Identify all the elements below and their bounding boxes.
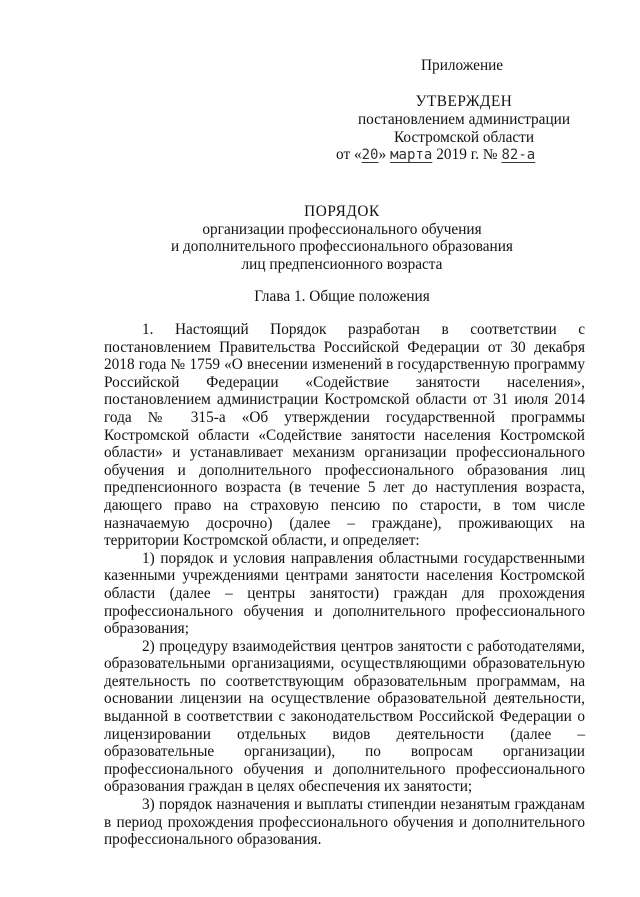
- approved-heading: УТВЕРЖДЕН: [415, 93, 513, 110]
- title-line-1: организации профессионального обучения: [202, 220, 482, 238]
- paragraph-1: 1. Настоящий Порядок разработан в соответствии с постановлением Правительства Российской Федерации от 30 декабря 2018 года № 1759 «О внесении изменений в государственную программу Российской Федерации «Содействие занятости населения», постановлением администрации Костромской области от 31 июля 2014 года № 315-а «Об утверждении государственной программы Костромской области «Содействие занятости населения Костромской области» и устанавливает механизм организации профессионального обучения и дополнительного профессионального образования лиц предпенсионного возраста (в течение 5 лет до наступления возраста, дающего право на страховую пенсию по старости, в том числе назначаемую досрочно) (далее – граждане), проживающих на территории Костромской области, и определяет:: [104, 321, 585, 550]
- approved-by-line-1: постановлением администрации: [357, 111, 571, 128]
- title-main: ПОРЯДОК: [304, 203, 380, 220]
- title-line-2: и дополнительного профессионального образования: [171, 238, 513, 255]
- date-prefix: от «: [336, 146, 362, 163]
- paragraph-item-1: 1) порядок и условия направления областными государственными казенными учреждениями центрами занятости населения Костромской области (далее – центры занятости) граждан для прохождения профессионального обучения и дополнительного профессионального образования;: [104, 549, 585, 638]
- date-year: 2019 г. №: [436, 146, 498, 163]
- document-title: [100, 203, 584, 273]
- paragraph-item-3: 3) порядок назначения и выплаты стипендии незанятым гражданам в период прохождения профессионального обучения и дополнительного профессионального образования.: [104, 796, 585, 849]
- date-month: марта: [390, 147, 433, 163]
- chapter-heading: Глава 1. Общие положения: [254, 288, 430, 305]
- approval-date-line: [336, 146, 535, 164]
- approval-stamp: [330, 93, 598, 147]
- title-line-3: лиц предпенсионного возраста: [241, 255, 443, 273]
- approved-by-line-2: Костромской области: [393, 129, 535, 146]
- appendix-label: Приложение: [421, 57, 504, 74]
- document-number: 82-а: [501, 147, 536, 163]
- date-day: 20: [361, 147, 379, 163]
- date-mid: »: [378, 146, 387, 163]
- paragraph-item-2: 2) процедуру взаимодействия центров занятости с работодателями, образовательными организациями, осуществляющими образовательную деятельность по соответствующим образовательным программам, на основании лицензии на осуществление образовательной деятельности, выданной в соответствии с законодательством Российской Федерации о лицензировании отдельных видов деятельности (далее – образовательные организации), по вопросам организации профессионального обучения и дополнительного профессионального образования граждан в целях обеспечения их занятости;: [104, 637, 585, 796]
- document-body: [104, 321, 585, 849]
